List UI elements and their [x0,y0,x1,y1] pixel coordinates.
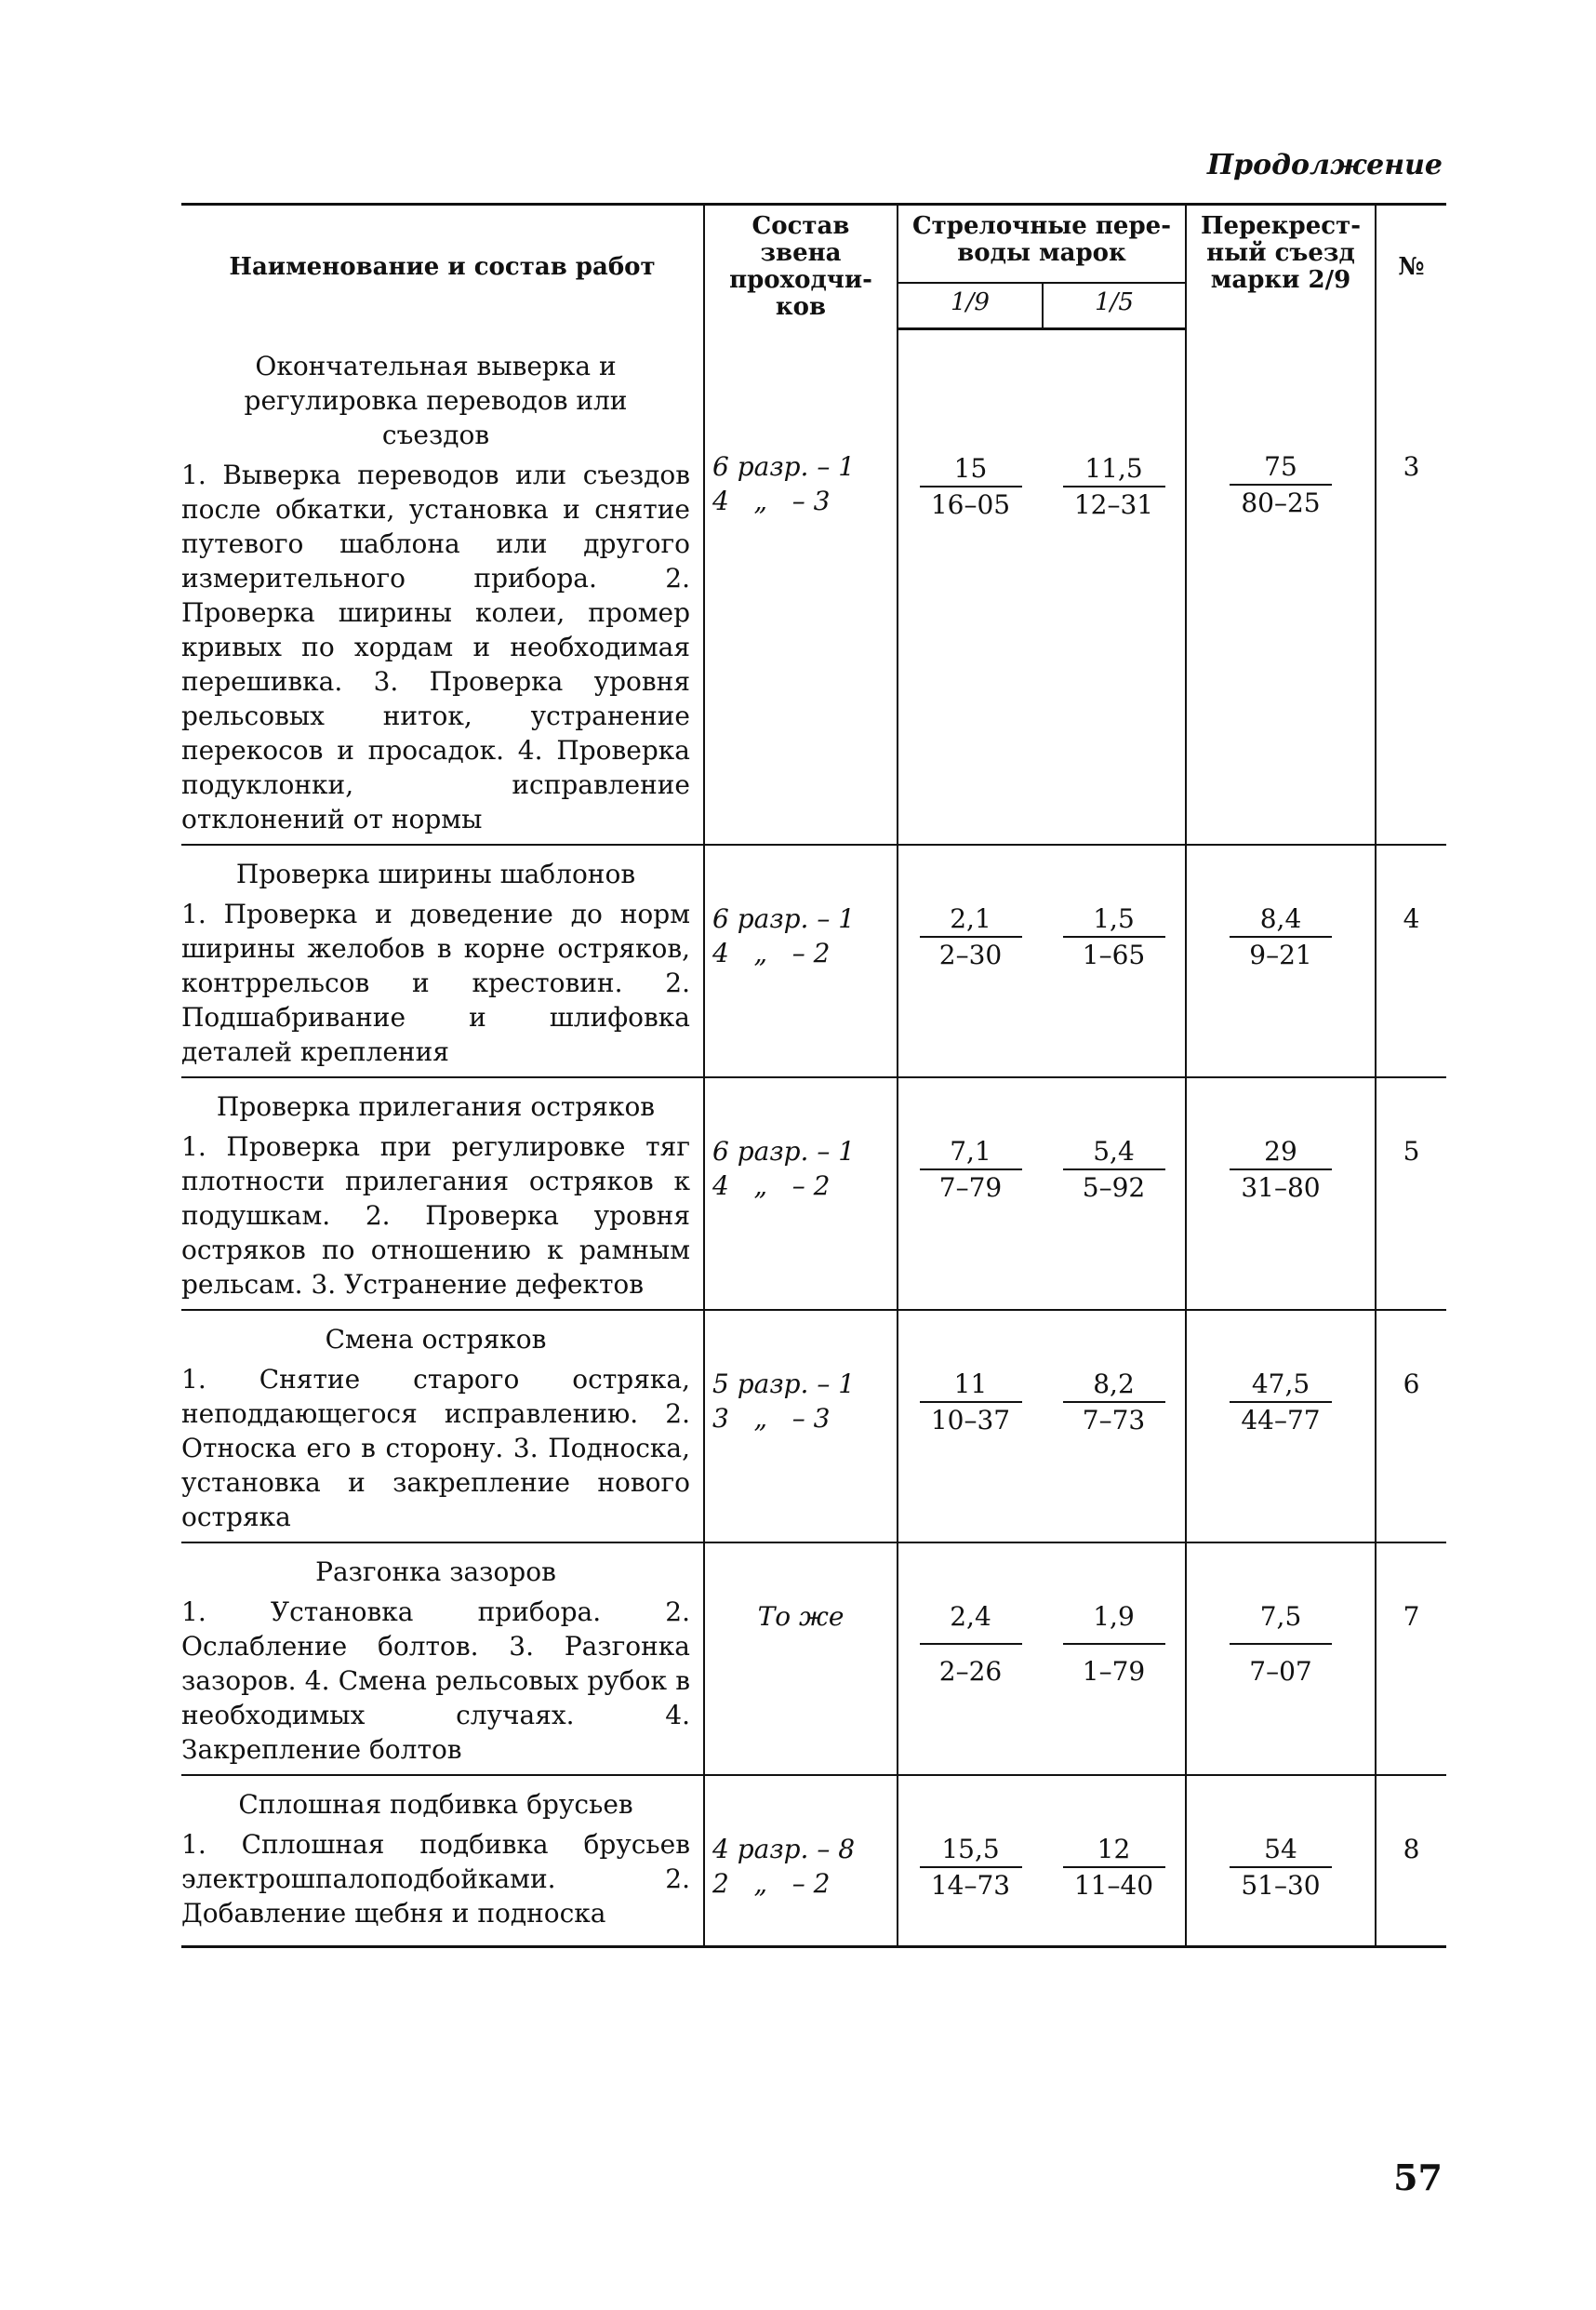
section-title: Окончательная выверка и регулировка переводов или съездов [244,351,628,450]
value-mark-1-9: $\frac{7,1}{7-79}$ [920,1134,1022,1205]
header-mark-1-9: 1/9 [898,283,1043,328]
section-title: Разгонка зазоров [315,1556,556,1587]
value-crossover: $\frac{8,4}{9-21}$ [1230,901,1332,972]
crew-composition: 6 разр. – 1 4 „ – 2 [704,1077,898,1310]
value-mark-1-5: $\frac{5,4}{5-92}$ [1063,1134,1165,1205]
crew-composition: 6 разр. – 1 4 „ – 2 [704,845,898,1077]
section-description: 1. Сплошная подбивка брусьев электрошпалоподбойками. 2. Добавление щебня и подноска [181,1829,690,1929]
header-crew: Состав звена проходчи-ков [704,205,898,329]
section-title: Сплошная подбивка брусьев [238,1789,633,1820]
row-number: 8 [1376,1775,1446,1947]
header-crossover: Перекрест-ный съезд марки 2/9 [1186,205,1376,329]
section-3 [181,328,1446,845]
value-mark-1-9: $\frac{11}{10-37}$ [920,1367,1022,1437]
section-description: 1. Проверка при регулировке тяг плотности прилегания остряков к подушкам. 2. Проверка уровня остряков по отношению к рамным рельсам. 3. Устранение дефектов [181,1131,690,1300]
section-4 [181,845,1446,1077]
section-6 [181,1310,1446,1542]
crew-composition: 5 разр. – 1 3 „ – 3 [704,1310,898,1542]
section-8 [181,1775,1446,1947]
value-mark-1-5: $\frac{12}{11-40}$ [1063,1832,1165,1903]
row-number: 3 [1376,328,1446,845]
table-header [181,205,1446,329]
header-work: Наименование и состав работ [181,205,704,329]
row-number: 6 [1376,1310,1446,1542]
value-crossover: $\frac{7,5}{7-07}$ [1230,1599,1332,1689]
value-mark-1-5: $\frac{1,9}{1-79}$ [1063,1599,1165,1689]
value-mark-1-9: $\frac{2,4}{2-26}$ [920,1599,1022,1689]
crew-composition: 6 разр. – 1 4 „ – 3 [704,328,898,845]
row-number: 7 [1376,1542,1446,1775]
value-mark-1-9: $\frac{2,1}{2-30}$ [920,901,1022,972]
page-number: 57 [1393,2156,1443,2198]
continuation-label: Продолжение [1206,149,1443,181]
section-7 [181,1542,1446,1775]
value-mark-1-9: $\frac{15,5}{14-73}$ [920,1832,1022,1903]
crew-composition: 4 разр. – 8 2 „ – 2 [704,1775,898,1947]
crew-same: То же [704,1542,898,1775]
row-number: 4 [1376,845,1446,1077]
section-title: Проверка прилегания остряков [216,1091,656,1122]
row-number: 5 [1376,1077,1446,1310]
section-description: 1. Выверка переводов или съездов после обкатки, установка и снятие путевого шаблона или другого измерительного прибора. 2. Проверка ширины колеи, промер кривых по хордам и необходимая перешивка. 3. Проверка уровня рельсовых ниток, устранение перекосов и просадок. 4. Проверка подуклонки, исправление отклонений от нормы [181,460,690,835]
header-number: № [1376,205,1446,329]
header-switches: Стрелочные пере-воды марок [898,205,1186,283]
value-mark-1-5: $\frac{8,2}{7-73}$ [1063,1367,1165,1437]
value-crossover: $\frac{29}{31-80}$ [1230,1134,1332,1205]
section-title: Смена остряков [325,1324,547,1355]
value-mark-1-5: $\frac{11,5}{12-31}$ [1063,451,1165,522]
work-norms-table [181,203,1446,1948]
value-crossover: $\frac{54}{51-30}$ [1230,1832,1332,1903]
value-crossover: $\frac{75}{80-25}$ [1230,449,1332,520]
section-5 [181,1077,1446,1310]
section-description: 1. Снятие старого остряка, неподдающегося исправлению. 2. Относка его в сторону. 3. Подноска, установка и закрепление нового остряка [181,1364,690,1532]
header-mark-1-5: 1/5 [1043,283,1186,328]
value-crossover: $\frac{47,5}{44-77}$ [1230,1367,1332,1437]
section-description: 1. Проверка и доведение до норм ширины желобов в корне остряков, контррельсов и крестовин. 2. Подшабривание и шлифовка деталей крепления [181,899,690,1067]
value-mark-1-9: $\frac{15}{16-05}$ [920,451,1022,522]
section-description: 1. Установка прибора. 2. Ослабление болтов. 3. Разгонка зазоров. 4. Смена рельсовых рубок в необходимых случаях. 4. Закрепление болтов [181,1596,690,1765]
value-mark-1-5: $\frac{1,5}{1-65}$ [1063,901,1165,972]
section-title: Проверка ширины шаблонов [235,859,636,889]
